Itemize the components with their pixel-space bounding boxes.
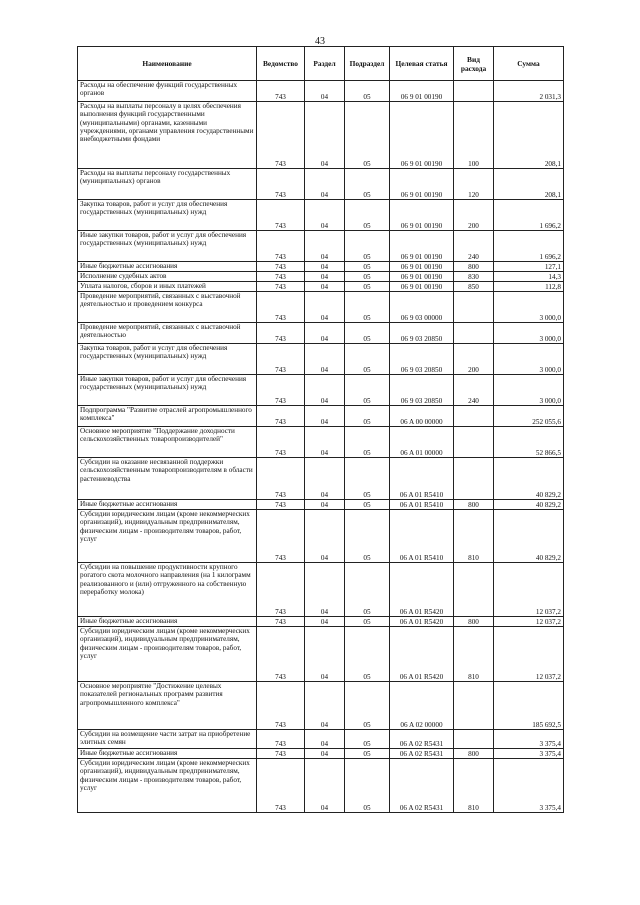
cell-subsection: 05 [345,510,390,563]
cell-amount: 3 000,0 [494,323,564,344]
table-row [78,427,564,458]
cell-type: 120 [454,169,494,200]
cell-name: Иные бюджетные ассигнования [78,749,257,759]
table-row [78,458,564,500]
cell-type [454,682,494,730]
cell-department: 743 [257,406,305,427]
cell-subsection: 05 [345,427,390,458]
cell-type [454,81,494,102]
cell-name: Иные бюджетные ассигнования [78,262,257,272]
cell-amount: 3 375,4 [494,730,564,749]
cell-name: Закупка товаров, работ и услуг для обеспечения государственных (муниципальных) нужд [78,200,257,231]
cell-subsection: 05 [345,169,390,200]
cell-target: 06 A 01 R5410 [390,510,454,563]
table-row [78,406,564,427]
cell-subsection: 05 [345,627,390,682]
cell-type: 800 [454,749,494,759]
cell-section: 04 [305,102,345,169]
cell-name: Исполнение судебных актов [78,272,257,282]
cell-amount: 208,1 [494,102,564,169]
cell-type: 800 [454,500,494,510]
page-number: 43 [315,36,325,47]
header-type: Вид расхода [454,47,494,81]
cell-target: 06 9 01 00190 [390,102,454,169]
cell-section: 04 [305,406,345,427]
table-row [78,730,564,749]
cell-type: 200 [454,200,494,231]
cell-target: 06 A 01 00000 [390,427,454,458]
table-row [78,323,564,344]
cell-name: Расходы на выплаты персоналу государственных (муниципальных) органов [78,169,257,200]
cell-target: 06 A 02 R5431 [390,749,454,759]
table-row [78,510,564,563]
cell-type [454,730,494,749]
cell-amount: 40 829,2 [494,500,564,510]
cell-target: 06 9 01 00190 [390,231,454,262]
header-subsection: Подраздел [345,47,390,81]
cell-subsection: 05 [345,759,390,813]
cell-section: 04 [305,749,345,759]
cell-department: 743 [257,200,305,231]
cell-section: 04 [305,344,345,375]
cell-target: 06 A 01 R5410 [390,500,454,510]
cell-department: 743 [257,102,305,169]
cell-subsection: 05 [345,272,390,282]
cell-target: 06 9 01 00190 [390,169,454,200]
cell-section: 04 [305,262,345,272]
cell-name: Проведение мероприятий, связанных с выставочной деятельностью и проведением конкурса [78,292,257,323]
cell-amount: 12 037,2 [494,617,564,627]
cell-section: 04 [305,81,345,102]
cell-type: 240 [454,231,494,262]
cell-name: Субсидии на оказание несвязанной поддержки сельскохозяйственным товаропроизводителям в области растениеводства [78,458,257,500]
cell-name: Субсидии юридическим лицам (кроме некоммерческих организаций), индивидуальным предпринимателям, физическим лицам - производителям товаров, работ, услуг [78,759,257,813]
table-row [78,272,564,282]
cell-type [454,292,494,323]
cell-type [454,458,494,500]
cell-department: 743 [257,749,305,759]
cell-subsection: 05 [345,500,390,510]
cell-subsection: 05 [345,749,390,759]
cell-subsection: 05 [345,262,390,272]
cell-type [454,323,494,344]
cell-name: Подпрограмма "Развитие отраслей агропромышленного комплекса" [78,406,257,427]
cell-target: 06 9 01 00190 [390,262,454,272]
table-row [78,102,564,169]
cell-name: Закупка товаров, работ и услуг для обеспечения государственных (муниципальных) нужд [78,344,257,375]
header-amount: Сумма [494,47,564,81]
cell-type: 800 [454,617,494,627]
cell-section: 04 [305,231,345,262]
cell-department: 743 [257,617,305,627]
cell-section: 04 [305,627,345,682]
cell-type [454,406,494,427]
cell-type: 850 [454,282,494,292]
cell-type [454,427,494,458]
cell-target: 06 A 01 R5420 [390,627,454,682]
header-department: Ведомство [257,47,305,81]
cell-amount: 3 000,0 [494,375,564,406]
cell-name: Субсидии на возмещение части затрат на приобретение элитных семян [78,730,257,749]
cell-department: 743 [257,627,305,682]
cell-name: Иные бюджетные ассигнования [78,617,257,627]
header-target: Целевая статья [390,47,454,81]
table-row [78,627,564,682]
cell-name: Иные бюджетные ассигнования [78,500,257,510]
cell-subsection: 05 [345,200,390,231]
cell-amount: 12 037,2 [494,563,564,617]
cell-amount: 208,1 [494,169,564,200]
cell-amount: 3 000,0 [494,344,564,375]
cell-type: 200 [454,344,494,375]
cell-target: 06 9 03 20850 [390,323,454,344]
cell-target: 06 9 01 00190 [390,282,454,292]
table-row [78,563,564,617]
cell-amount: 12 037,2 [494,627,564,682]
cell-section: 04 [305,292,345,323]
cell-amount: 1 696,2 [494,200,564,231]
cell-department: 743 [257,292,305,323]
table-row [78,200,564,231]
table-row [78,375,564,406]
table-row [78,617,564,627]
cell-target: 06 9 01 00190 [390,81,454,102]
cell-target: 06 9 03 20850 [390,344,454,375]
cell-department: 743 [257,344,305,375]
table-row [78,81,564,102]
cell-subsection: 05 [345,282,390,292]
cell-type [454,563,494,617]
table-row [78,262,564,272]
cell-department: 743 [257,169,305,200]
header-section: Раздел [305,47,345,81]
cell-section: 04 [305,427,345,458]
cell-department: 743 [257,682,305,730]
cell-target: 06 A 01 R5420 [390,617,454,627]
cell-section: 04 [305,323,345,344]
cell-department: 743 [257,500,305,510]
cell-section: 04 [305,169,345,200]
table-row [78,344,564,375]
cell-department: 743 [257,427,305,458]
cell-subsection: 05 [345,617,390,627]
cell-subsection: 05 [345,81,390,102]
cell-department: 743 [257,323,305,344]
cell-amount: 112,8 [494,282,564,292]
cell-section: 04 [305,375,345,406]
cell-subsection: 05 [345,231,390,262]
cell-target: 06 A 02 R5431 [390,730,454,749]
cell-section: 04 [305,282,345,292]
cell-target: 06 A 02 00000 [390,682,454,730]
cell-department: 743 [257,81,305,102]
header-row [78,47,564,81]
cell-name: Основное мероприятие "Достижение целевых показателей региональных программ развития агропромышленного комплекса" [78,682,257,730]
cell-amount: 3 000,0 [494,292,564,323]
cell-type: 100 [454,102,494,169]
cell-subsection: 05 [345,406,390,427]
cell-subsection: 05 [345,682,390,730]
cell-target: 06 9 01 00190 [390,200,454,231]
cell-department: 743 [257,458,305,500]
cell-section: 04 [305,730,345,749]
cell-subsection: 05 [345,730,390,749]
cell-section: 04 [305,563,345,617]
table-row [78,759,564,813]
cell-section: 04 [305,458,345,500]
cell-section: 04 [305,759,345,813]
cell-section: 04 [305,617,345,627]
cell-name: Иные закупки товаров, работ и услуг для обеспечения государственных (муниципальных) нужд [78,375,257,406]
cell-name: Расходы на выплаты персоналу в целях обеспечения выполнения функций государственными (муниципальными) органами, казенными учреждениями, органами управления государственными внебюджетными фондами [78,102,257,169]
cell-department: 743 [257,563,305,617]
cell-name: Субсидии юридическим лицам (кроме некоммерческих организаций), индивидуальным предпринимателям, физическим лицам - производителям товаров, работ, услуг [78,627,257,682]
cell-department: 743 [257,510,305,563]
cell-department: 743 [257,730,305,749]
table-row [78,169,564,200]
cell-name: Расходы на обеспечение функций государственных органов [78,81,257,102]
cell-target: 06 A 01 R5420 [390,563,454,617]
cell-department: 743 [257,375,305,406]
cell-department: 743 [257,262,305,272]
cell-type: 830 [454,272,494,282]
cell-type: 800 [454,262,494,272]
table-row [78,749,564,759]
cell-target: 06 9 01 00190 [390,272,454,282]
cell-amount: 14,3 [494,272,564,282]
cell-target: 06 A 02 R5431 [390,759,454,813]
cell-section: 04 [305,500,345,510]
cell-subsection: 05 [345,292,390,323]
table-row [78,231,564,262]
cell-department: 743 [257,282,305,292]
cell-target: 06 9 03 20850 [390,375,454,406]
cell-section: 04 [305,682,345,730]
budget-table [77,46,564,813]
cell-amount: 185 692,5 [494,682,564,730]
table-row [78,682,564,730]
cell-amount: 252 055,6 [494,406,564,427]
cell-amount: 1 696,2 [494,231,564,262]
cell-department: 743 [257,272,305,282]
cell-subsection: 05 [345,563,390,617]
cell-type: 810 [454,759,494,813]
cell-type: 810 [454,627,494,682]
cell-section: 04 [305,200,345,231]
header-name: Наименование [78,47,257,81]
cell-name: Субсидии на повышение продуктивности крупного рогатого скота молочного направления (на 1 килограмм реализованного и (или) отгруженного на собственную переработку молока) [78,563,257,617]
cell-amount: 40 829,2 [494,510,564,563]
cell-type: 810 [454,510,494,563]
cell-subsection: 05 [345,375,390,406]
cell-name: Уплата налогов, сборов и иных платежей [78,282,257,292]
cell-amount: 52 866,5 [494,427,564,458]
cell-name: Субсидии юридическим лицам (кроме некоммерческих организаций), индивидуальным предпринимателям, физическим лицам - производителям товаров, работ, услуг [78,510,257,563]
cell-amount: 127,1 [494,262,564,272]
cell-name: Проведение мероприятий, связанных с выставочной деятельностью [78,323,257,344]
cell-target: 06 9 03 00000 [390,292,454,323]
cell-department: 743 [257,759,305,813]
cell-amount: 3 375,4 [494,759,564,813]
cell-target: 06 A 01 R5410 [390,458,454,500]
table-row [78,282,564,292]
cell-name: Основное мероприятие "Поддержание доходности сельскохозяйственных товаропроизводителей" [78,427,257,458]
table-row [78,500,564,510]
cell-name: Иные закупки товаров, работ и услуг для обеспечения государственных (муниципальных) нужд [78,231,257,262]
cell-section: 04 [305,272,345,282]
cell-target: 06 A 00 00000 [390,406,454,427]
cell-subsection: 05 [345,102,390,169]
cell-amount: 40 829,2 [494,458,564,500]
table-row [78,292,564,323]
cell-amount: 2 031,3 [494,81,564,102]
cell-subsection: 05 [345,458,390,500]
cell-subsection: 05 [345,344,390,375]
cell-section: 04 [305,510,345,563]
cell-type: 240 [454,375,494,406]
cell-department: 743 [257,231,305,262]
cell-subsection: 05 [345,323,390,344]
cell-amount: 3 375,4 [494,749,564,759]
